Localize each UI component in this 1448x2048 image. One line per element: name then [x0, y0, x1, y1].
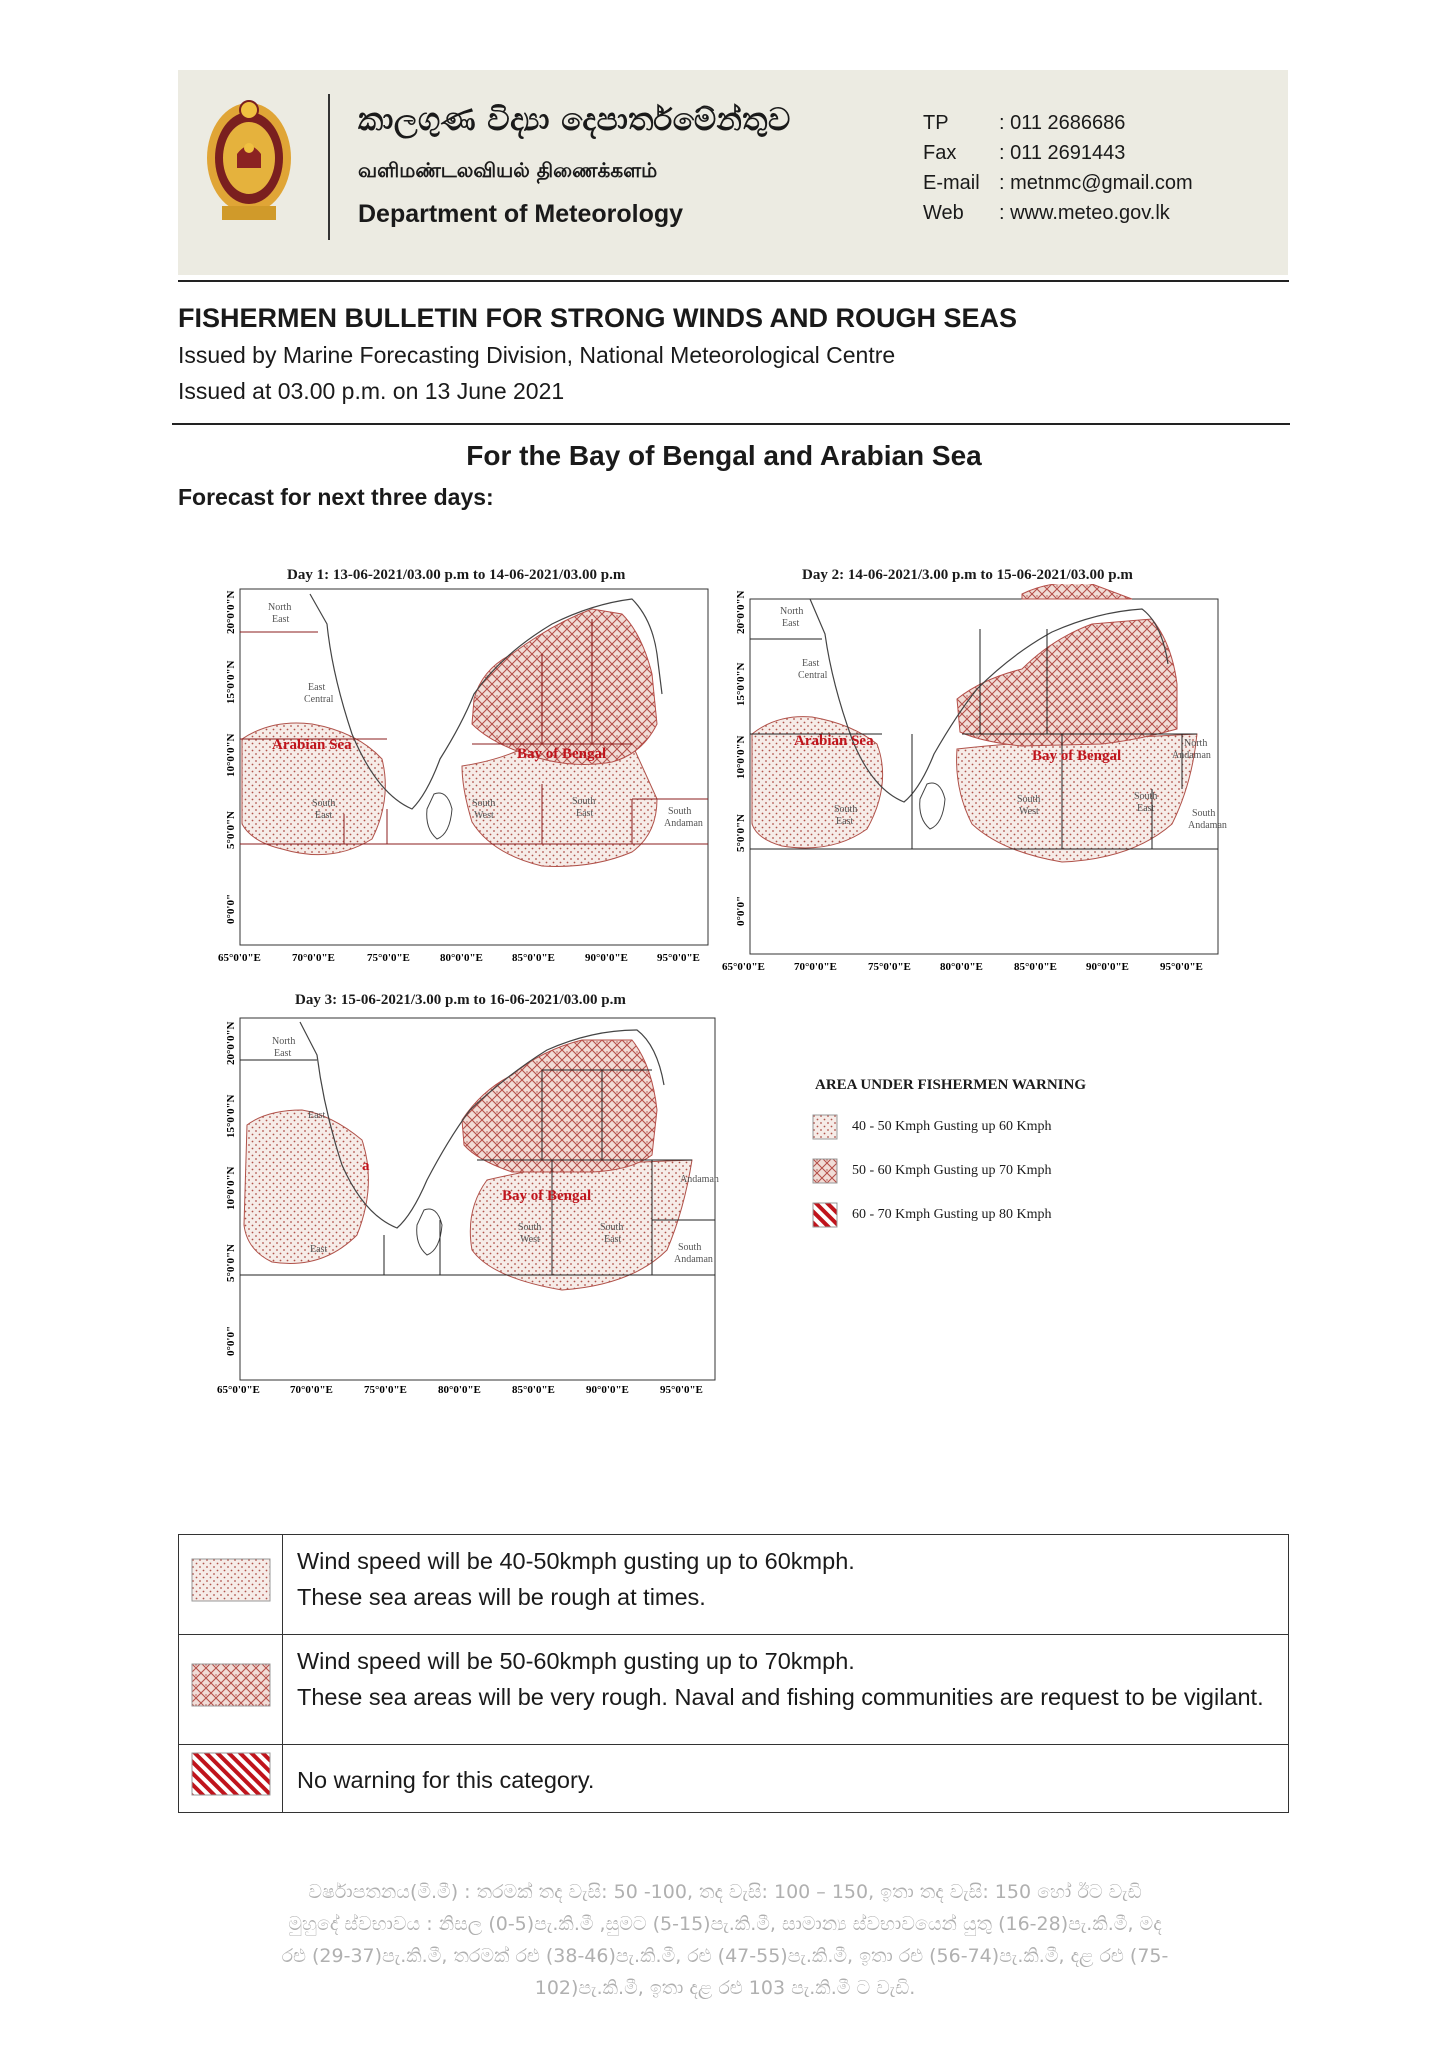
y-tick: 10°0'0"N	[225, 733, 237, 777]
x-tick: 65°0'0"E	[722, 961, 765, 973]
footer-line: රළු (29-37)පැ.කි.මී, තරමක් රළු (38-46)පැ.කි.මී, රළු (47-55)පැ.කි.මී, ඉතා රළු (56-74)පැ.කි.මී, දළ රළු (75-	[281, 1945, 1169, 1967]
label-east: East	[272, 614, 290, 625]
label-east: East	[802, 658, 820, 669]
label-west: West	[520, 1234, 540, 1245]
map-day2	[722, 584, 1232, 974]
x-tick: 70°0'0"E	[290, 1384, 333, 1395]
dotted-swatch-icon	[812, 1114, 838, 1140]
issued-at: Issued at 03.00 p.m. on 13 June 2021	[178, 378, 565, 404]
map-legend-title: AREA UNDER FISHERMEN WARNING	[815, 1077, 1087, 1093]
label-andaman: Andaman	[1172, 750, 1211, 761]
warning-line: These sea areas will be very rough. Naval and fishing communities are request to be vigilant.	[297, 1684, 1264, 1710]
label-west: West	[1019, 806, 1039, 817]
y-tick: 0°0'0"	[225, 893, 237, 924]
label-north: North	[1184, 738, 1208, 749]
y-tick: 0°0'0"	[225, 1325, 237, 1356]
map-legend-item: 50 - 60 Kmph Gusting up 70 Kmph	[812, 1158, 1052, 1184]
contact-email: E-mail : metnmc@gmail.com	[923, 172, 1193, 194]
x-tick: 90°0'0"E	[1086, 961, 1129, 973]
map-day3	[212, 1010, 727, 1395]
x-tick: 95°0'0"E	[657, 952, 700, 964]
map-day2-title: Day 2: 14-06-2021/3.00 p.m to 15-06-2021/03.00 p.m	[802, 567, 1133, 583]
label-south: South	[1017, 794, 1041, 805]
letterhead	[178, 70, 1288, 275]
y-tick: 15°0'0"N	[735, 662, 747, 706]
footer-scale-note	[150, 1876, 1300, 2004]
y-tick: 10°0'0"N	[225, 1166, 237, 1210]
swatch-cell	[179, 1745, 283, 1813]
x-tick: 65°0'0"E	[218, 952, 261, 964]
label-arabian-sea: Arabian Sea	[272, 737, 352, 753]
x-tick: 95°0'0"E	[1160, 961, 1203, 973]
y-tick: 0°0'0"	[735, 895, 747, 926]
label-east: East	[274, 1048, 292, 1059]
x-tick: 70°0'0"E	[794, 961, 837, 973]
map-legend-item: 60 - 70 Kmph Gusting up 80 Kmph	[812, 1202, 1052, 1228]
label-east: East	[310, 1244, 328, 1255]
bulletin-title: FISHERMEN BULLETIN FOR STRONG WINDS AND ROUGH SEAS	[178, 303, 1018, 333]
x-tick: 85°0'0"E	[1014, 961, 1057, 973]
map-day1-title: Day 1: 13-06-2021/03.00 p.m to 14-06-2021/03.00 p.m	[287, 567, 626, 583]
org-name-english: Department of Meteorology	[358, 200, 684, 228]
label-arabian-sea: Arabian Sea	[794, 733, 874, 749]
warning-line: Wind speed will be 50-60kmph gusting up to 70kmph.	[297, 1648, 855, 1674]
label-south: South	[1134, 791, 1158, 802]
label-east: East	[308, 1110, 326, 1121]
warning-line: Wind speed will be 40-50kmph gusting up to 60kmph.	[297, 1548, 855, 1574]
warning-line: No warning for this category.	[297, 1766, 595, 1793]
dotted-swatch-icon	[191, 1558, 271, 1602]
x-tick: 80°0'0"E	[440, 952, 483, 964]
red-hatch-swatch-icon	[191, 1752, 271, 1796]
label-andaman: Andaman	[664, 818, 703, 829]
x-tick: 75°0'0"E	[367, 952, 410, 964]
label-south: South	[1192, 808, 1216, 819]
warning-text	[283, 1745, 1289, 1813]
y-tick: 5°0'0"N	[225, 810, 237, 849]
label-south: South	[668, 806, 692, 817]
contact-tp: TP : 011 2686686	[923, 112, 1126, 134]
y-tick: 20°0'0"N	[735, 590, 747, 634]
y-tick: 10°0'0"N	[735, 735, 747, 779]
swatch-cell	[179, 1635, 283, 1745]
label-a-fragment: a	[362, 1158, 370, 1174]
x-tick: 75°0'0"E	[868, 961, 911, 973]
y-tick: 20°0'0"N	[225, 590, 237, 634]
label-south: South	[472, 798, 496, 809]
y-tick: 5°0'0"N	[735, 813, 747, 852]
label-central: Central	[304, 694, 334, 705]
contact-web: Web : www.meteo.gov.lk	[923, 202, 1170, 224]
label-bay-of-bengal: Bay of Bengal	[1032, 748, 1122, 764]
label-south: South	[312, 798, 336, 809]
table-row	[179, 1635, 1289, 1745]
label-south: South	[678, 1242, 702, 1253]
divider-rule	[178, 280, 1289, 282]
header-divider	[328, 94, 330, 240]
table-row	[179, 1745, 1289, 1813]
label-south: South	[834, 804, 858, 815]
label-andaman: Andaman	[680, 1174, 719, 1185]
warning-line: These sea areas will be rough at times.	[297, 1584, 706, 1610]
label-east: East	[315, 810, 333, 821]
x-tick: 80°0'0"E	[438, 1384, 481, 1395]
label-bay-of-bengal: Bay of Bengal	[517, 746, 607, 762]
y-tick: 5°0'0"N	[225, 1243, 237, 1282]
red-hatch-swatch-icon	[812, 1202, 838, 1228]
footer-line: මුහුදේ ස්වභාවය : නිසල (0-5)පැ.කි.මී ,සුමට (5-15)පැ.කි.මී, සාමාන්‍ය ස්වභාවයෙන් යුතු (16-28)පැ.කි.මී, මද	[288, 1913, 1162, 1935]
x-tick: 90°0'0"E	[586, 1384, 629, 1395]
x-tick: 70°0'0"E	[292, 952, 335, 964]
label-east: East	[1137, 803, 1155, 814]
bay-north-hatched-zone	[1022, 584, 1132, 599]
x-tick: 80°0'0"E	[940, 961, 983, 973]
swatch-cell	[179, 1535, 283, 1635]
divider-rule	[172, 423, 1290, 425]
label-bay-of-bengal: Bay of Bengal	[502, 1188, 592, 1204]
crosshatch-swatch-icon	[191, 1663, 271, 1707]
map-legend-item: 40 - 50 Kmph Gusting up 60 Kmph	[812, 1114, 1052, 1140]
label-east: East	[782, 618, 800, 629]
map-day3-title: Day 3: 15-06-2021/3.00 p.m to 16-06-2021/03.00 p.m	[295, 992, 626, 1008]
org-name-tamil: வளிமண்டலவியல் திணைக்களம்	[358, 158, 658, 182]
issued-by: Issued by Marine Forecasting Division, National Meteorological Centre	[178, 342, 896, 368]
label-south: South	[518, 1222, 542, 1233]
y-tick: 20°0'0"N	[225, 1021, 237, 1065]
label-central: Central	[798, 670, 828, 681]
table-row	[179, 1535, 1289, 1635]
contact-fax: Fax : 011 2691443	[923, 142, 1126, 164]
warning-table	[178, 1534, 1289, 1813]
region-heading: For the Bay of Bengal and Arabian Sea	[466, 440, 982, 471]
label-north: North	[780, 606, 804, 617]
label-andaman: Andaman	[674, 1254, 713, 1265]
crosshatch-swatch-icon	[812, 1158, 838, 1184]
label-east: East	[836, 816, 854, 827]
label-east: East	[576, 808, 594, 819]
x-tick: 85°0'0"E	[512, 952, 555, 964]
label-south: South	[572, 796, 596, 807]
warning-text	[283, 1635, 1289, 1745]
contact-block	[923, 108, 1193, 228]
x-tick: 75°0'0"E	[364, 1384, 407, 1395]
org-name-sinhala: කාලගුණ විද්‍යා දෙපාර්තමේන්තුව	[358, 102, 791, 138]
sri-lanka-emblem-icon	[204, 96, 294, 231]
label-south: South	[600, 1222, 624, 1233]
map-day1	[212, 584, 722, 964]
forecast-heading: Forecast for next three days:	[178, 484, 494, 510]
footer-line: වර්ෂාපතනය(මි.මී) : තරමක් තද වැසි: 50 -100, තද වැසි: 100 – 150, ඉතා තද වැසි: 150 හෝ ඊට වැඩි	[308, 1881, 1142, 1903]
arabian-sea-zone	[244, 1110, 368, 1263]
label-east: East	[308, 682, 326, 693]
y-tick: 15°0'0"N	[225, 1094, 237, 1138]
x-tick: 85°0'0"E	[512, 1384, 555, 1395]
label-east: East	[604, 1234, 622, 1245]
label-west: West	[474, 810, 494, 821]
warning-text	[283, 1535, 1289, 1635]
x-tick: 65°0'0"E	[217, 1384, 260, 1395]
label-north: North	[268, 602, 292, 613]
x-tick: 95°0'0"E	[660, 1384, 703, 1395]
label-andaman: Andaman	[1188, 820, 1227, 831]
label-north: North	[272, 1036, 296, 1047]
footer-line: 102)පැ.කි.මී, ඉතා දළ රළු 103 පැ.කි.මී ට වැඩි.	[534, 1977, 916, 1999]
x-tick: 90°0'0"E	[585, 952, 628, 964]
y-tick: 15°0'0"N	[225, 660, 237, 704]
